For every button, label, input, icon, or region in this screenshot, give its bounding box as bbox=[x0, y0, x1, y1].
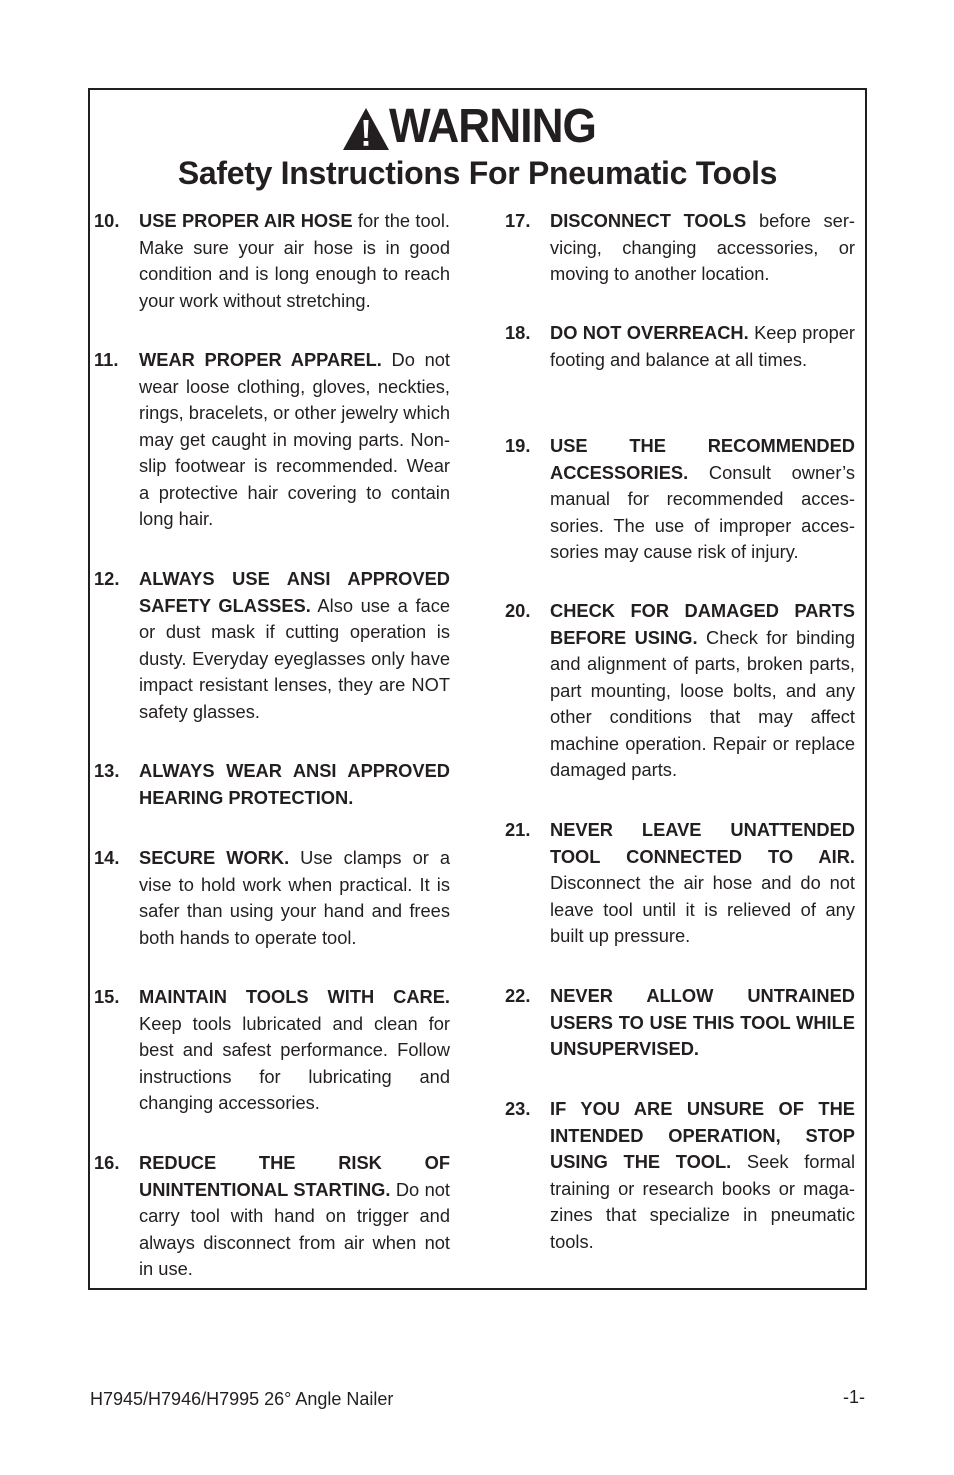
instruction-item-10 bbox=[94, 208, 450, 314]
item-lead: CHECK FOR DAMAGED PARTS BEFORE USING. bbox=[550, 600, 855, 648]
item-lead: SECURE WORK. bbox=[139, 847, 290, 868]
item-body: Consult owner’s manual for recommended accessories. The use of improper accessories may cause risk of injury. bbox=[550, 461, 855, 562]
item-text bbox=[139, 758, 450, 811]
item-lead: DO NOT OVERREACH. bbox=[550, 322, 749, 343]
item-body: Do not wear loose clothing, gloves, neckties, rings, bracelets, or other jewelry which may get caught in moving parts. Non-slip footwear is recommended. Wear a protective hair covering to contain long hair. bbox=[139, 349, 450, 529]
page-number: -1- bbox=[843, 1387, 865, 1407]
page-subtitle: Safety Instructions For Pneumatic Tools bbox=[177, 155, 778, 191]
item-lead: USE PROPER AIR HOSE bbox=[139, 210, 353, 231]
item-number: 10. bbox=[94, 210, 120, 231]
item-number: 18. bbox=[505, 322, 531, 343]
item-text bbox=[139, 845, 450, 951]
item-body: for the tool. Make sure your air hose is in good condition and is long enough to reach your work without stretching. bbox=[139, 210, 450, 311]
item-number: 14. bbox=[94, 847, 120, 868]
instruction-item-22 bbox=[505, 983, 855, 1063]
item-lead: NEVER ALLOW UNTRAINED USERS TO USE THIS TOOL WHILE UNSUPERVISED. bbox=[550, 985, 855, 1059]
footer-model: H7945/H7946/H7995 26° Angle Nailer bbox=[90, 1389, 394, 1409]
item-text bbox=[139, 566, 450, 725]
item-lead: IF YOU ARE UNSURE OF THE INTENDED OPERATION, STOP USING THE TOOL. bbox=[550, 1098, 855, 1172]
item-text bbox=[139, 208, 450, 314]
warning-title: WARNING bbox=[389, 100, 596, 153]
instruction-item-14 bbox=[94, 845, 450, 951]
item-body: Disconnect the air hose and do not leave tool until it is relieved of any built up pressure. bbox=[550, 872, 855, 946]
warning-triangle-icon bbox=[341, 106, 391, 152]
warning-box bbox=[88, 88, 867, 1290]
item-number: 13. bbox=[94, 760, 120, 781]
item-body: Keep proper footing and balance at all times. bbox=[550, 322, 856, 370]
instruction-item-15 bbox=[94, 984, 450, 1117]
item-body: Seek formal training or research books or magazines that specialize in pneumatic tools. bbox=[550, 1151, 856, 1252]
instruction-item-19 bbox=[505, 433, 855, 566]
item-number: 22. bbox=[505, 985, 531, 1006]
item-text bbox=[139, 1150, 450, 1283]
item-number: 20. bbox=[505, 600, 531, 621]
item-body: Do not carry tool with hand on trigger and always disconnect from air when not in use. bbox=[139, 1178, 450, 1279]
item-body: Also use a face or dust mask if cutting operation is dusty. Everyday eyeglasses only have impact resistant lenses, they are NOT safety glasses. bbox=[139, 594, 450, 722]
item-text bbox=[550, 983, 855, 1063]
item-lead: DISCONNECT TOOLS bbox=[550, 210, 747, 231]
instruction-item-18 bbox=[505, 320, 855, 373]
item-lead: USE THE RECOMMENDED ACCESSORIES. bbox=[550, 435, 855, 483]
item-body: before servicing, changing accessories, or moving to another location. bbox=[550, 210, 855, 284]
warning-header bbox=[90, 96, 865, 152]
instruction-item-23 bbox=[505, 1096, 855, 1255]
instruction-item-21 bbox=[505, 817, 855, 950]
item-number: 21. bbox=[505, 819, 531, 840]
instruction-item-13 bbox=[94, 758, 450, 811]
instruction-item-16 bbox=[94, 1150, 450, 1283]
item-number: 17. bbox=[505, 210, 531, 231]
item-number: 15. bbox=[94, 986, 120, 1007]
item-body: Keep tools lubricated and clean for best and safest performance. Follow instructions for lubricating and changing accessories. bbox=[139, 1012, 450, 1113]
item-lead: WEAR PROPER APPAREL. bbox=[139, 349, 382, 370]
item-text bbox=[139, 984, 450, 1117]
item-text bbox=[550, 1096, 855, 1255]
item-lead: NEVER LEAVE UNATTENDED TOOL CONNECTED TO AIR. bbox=[550, 819, 855, 867]
item-body: Use clamps or a vise to hold work when practical. It is safer than using your hand and frees both hands to operate tool. bbox=[139, 847, 450, 948]
instruction-item-11 bbox=[94, 347, 450, 533]
item-number: 12. bbox=[94, 568, 120, 589]
item-lead: REDUCE THE RISK OF UNINTENTIONAL STARTING. bbox=[139, 1152, 450, 1200]
instruction-item-12 bbox=[94, 566, 450, 725]
item-text bbox=[139, 347, 450, 533]
item-text bbox=[550, 817, 855, 950]
item-number: 11. bbox=[94, 349, 119, 370]
instruction-item-17 bbox=[505, 208, 855, 288]
item-lead: MAINTAIN TOOLS WITH CARE. bbox=[139, 986, 450, 1007]
item-text bbox=[550, 598, 855, 784]
item-number: 16. bbox=[94, 1152, 120, 1173]
item-lead: ALWAYS USE ANSI APPROVED SAFETY GLASSES. bbox=[139, 568, 450, 616]
item-text bbox=[550, 208, 855, 288]
item-body: Check for binding and alignment of parts, broken parts, part mounting, loose bolts, and any other conditions that may affect machine operation. Repair or replace damaged parts. bbox=[550, 626, 855, 780]
item-number: 19. bbox=[505, 435, 531, 456]
item-text bbox=[550, 320, 855, 373]
item-text bbox=[550, 433, 855, 566]
item-lead: ALWAYS WEAR ANSI APPROVED HEARING PROTECTION. bbox=[139, 760, 450, 808]
instruction-item-20 bbox=[505, 598, 855, 784]
item-number: 23. bbox=[505, 1098, 531, 1119]
